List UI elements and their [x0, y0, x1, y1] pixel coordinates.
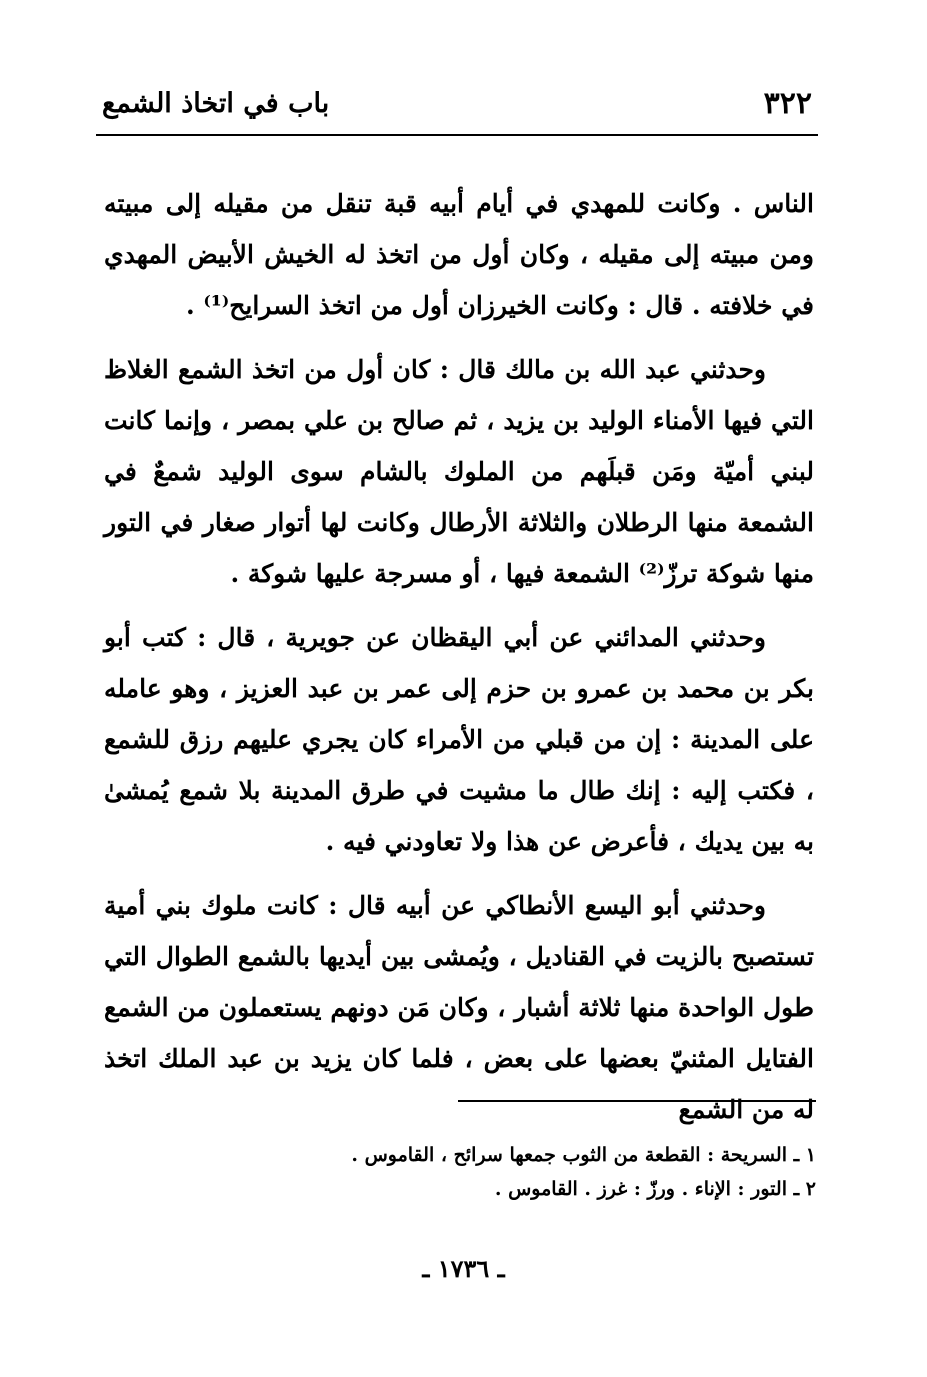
- paragraph: الناس . وكانت للمهدي في أيام أبيه قبة تنقل من مقيله إلى مبيته ومن مبيته إلى مقيله ، وكان أول من اتخذ له الخيش الأبيض المهدي في خلافته . قال : وكانت الخيرزان أول من اتخذ السرايح⁽¹⁾ .: [104, 189, 814, 320]
- paragraph: وحدثني عبد الله بن مالك قال : كان أول من اتخذ الشمع الغلاظ التي فيها الأمناء الوليد بن يزيد ، ثم صالح بن علي بمصر ، وإنما كانت لبني أميّة ومَن قبلَهم من الملوك بالشام سوى الوليد شمعٌ في الشمعة منها الرطلان والثلاثة الأرطال وكانت لها أتوار صغار في التور منها شوكة ترزّ⁽²⁾ الشمعة فيها ، أو مسرجة عليها شوكة .: [104, 355, 814, 588]
- page-number: ٣٢٢: [763, 86, 812, 121]
- page-header: [96, 86, 818, 126]
- footnotes: [200, 1138, 816, 1206]
- running-title: باب في اتخاذ الشمع: [102, 88, 330, 119]
- body-text: [104, 178, 814, 1148]
- folio-number: ـ ١٧٣٦ ـ: [422, 1254, 505, 1283]
- footnote: ١ ـ السريحة : القطعة من الثوب جمعها سرائح ، القاموس .: [351, 1144, 816, 1166]
- paragraph: وحدثني المدائني عن أبي اليقظان عن جويرية ، قال : كتب أبو بكر بن محمد بن عمرو بن حزم إلى عمر بن عبد العزيز ، وهو عامله على المدينة : إن من قبلي من الأمراء كان يجري عليهم رزق للشمع ، فكتب إليه : إنك طال ما مشيت في طرق المدينة بلا شمع يُمشىٰ به بين يديك ، فأعرض عن هذا ولا تعاودني فيه .: [104, 623, 814, 856]
- header-rule: [96, 134, 818, 136]
- paragraph: وحدثني أبو اليسع الأنطاكي عن أبيه قال : كانت ملوك بني أمية تستصبح بالزيت في القناديل ، ويُمشى بين أيديها بالشمع الطوال التي طول الواحدة منها ثلاثة أشبار ، وكان مَن دونهم يستعملون من الشمع الفتايل المثنيّ بعضها على بعض ، فلما كان يزيد بن عبد الملك اتخذ له من الشمع: [104, 891, 814, 1124]
- footnote-separator: [458, 1100, 816, 1102]
- footnote: ٢ ـ التور : الإناء . ورزّ : غرز . القاموس .: [494, 1178, 816, 1200]
